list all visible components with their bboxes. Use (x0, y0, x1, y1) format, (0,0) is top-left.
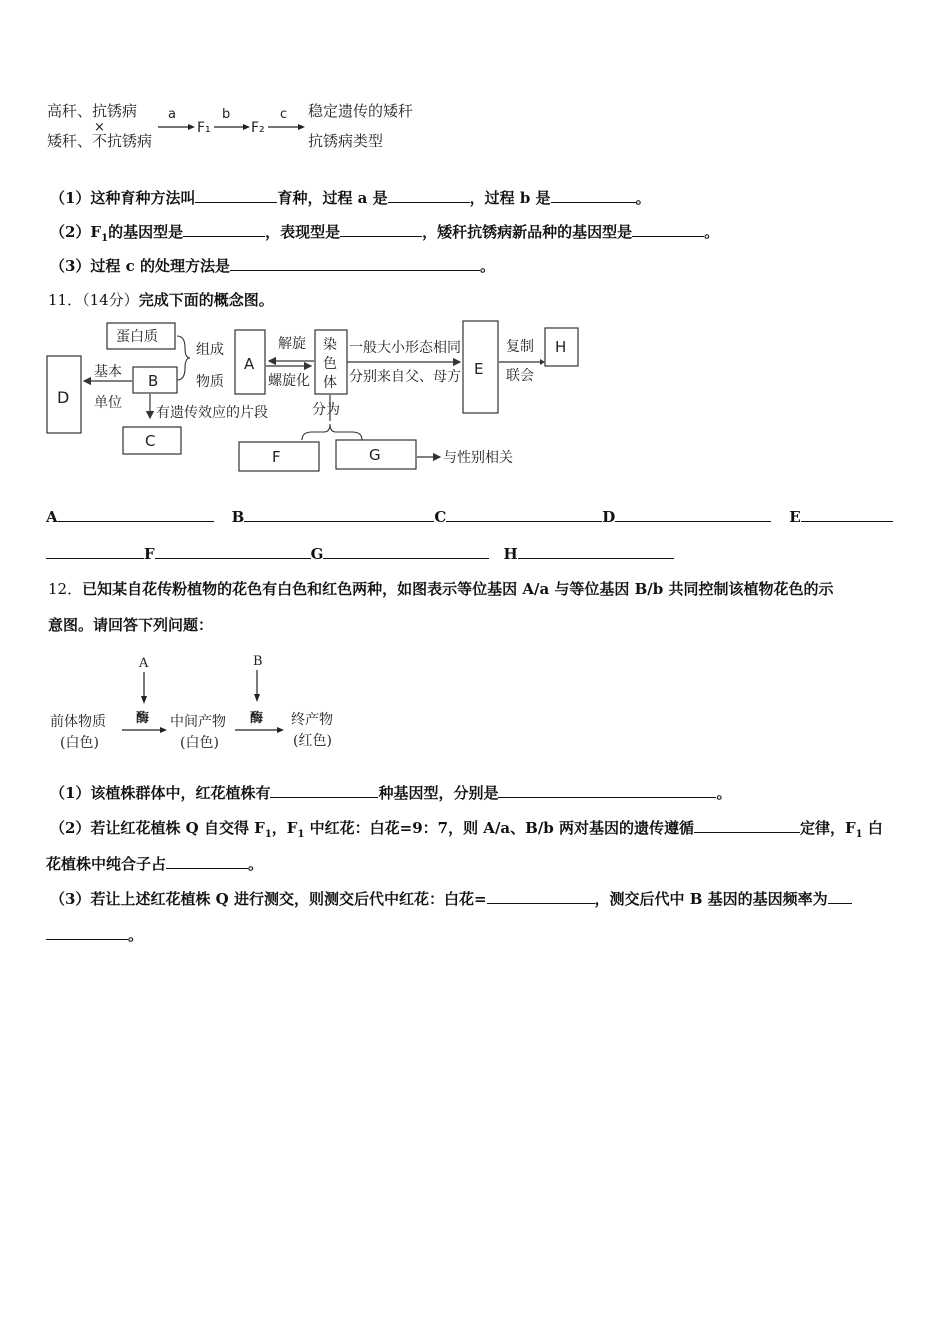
answer-blank[interactable] (498, 783, 716, 798)
chromosome-char-3: 体 (323, 375, 337, 391)
answer-blank[interactable] (230, 256, 480, 271)
q11-answers-row2 (46, 544, 674, 563)
q12-s1-b: 种基因型，分别是 (378, 784, 499, 802)
q10-sub3 (50, 255, 495, 276)
answer-label-F: F (144, 545, 155, 563)
answer-blank[interactable] (340, 222, 422, 237)
answer-blank-G[interactable] (323, 544, 489, 559)
q12-s2-b: ，F (271, 819, 298, 837)
q10-s2-a: （2）F (50, 223, 102, 241)
same-shape-label: 一般大小形态相同 (349, 340, 461, 356)
answer-blank[interactable] (551, 188, 636, 203)
answer-blank[interactable] (828, 889, 852, 904)
answer-blank[interactable] (487, 889, 595, 904)
answer-blank[interactable] (270, 783, 378, 798)
spiral-label: 螺旋化 (268, 373, 310, 389)
label-C: C (145, 432, 156, 450)
q11-stem (48, 289, 274, 310)
q11-answers-row1 (46, 507, 893, 526)
precursor-color: (白色) (60, 735, 99, 751)
enzyme-2-label: 酶 (250, 711, 264, 726)
compose-label-2: 物质 (196, 374, 224, 390)
q12-s3-c: 。 (128, 926, 144, 944)
q12-s1-c: 。 (716, 784, 732, 802)
concept-map-diagram (40, 318, 540, 476)
answer-blank-A[interactable] (58, 507, 214, 522)
answer-blank-cont[interactable] (46, 925, 128, 940)
answer-blank[interactable] (388, 188, 470, 203)
q11-text: 完成下面的概念图。 (138, 291, 274, 309)
q10-s3-b: 。 (480, 257, 496, 275)
q12-intro-c: 共同控制该植物花色的示 (663, 580, 834, 598)
q10-s2-d: ，矮秆抗锈病新品种的基因型是 (422, 223, 633, 241)
q10-s2-b: 的基因型是 (108, 223, 184, 241)
arrow-a-head (188, 124, 195, 130)
gene-B-arrow-head (254, 694, 260, 702)
arrow-b-head (243, 124, 250, 130)
compose-brace (177, 336, 190, 380)
q12-s2-sub2: 1 (297, 829, 305, 840)
chromosome-char-1: 染 (323, 337, 337, 353)
breeding-scheme-figure (40, 96, 460, 158)
answer-blank[interactable] (166, 854, 248, 869)
q12-s2-sub1: 1 (264, 829, 272, 840)
q12-s2-c: 中红花：白花=9：7，则 A/a、B/b 两对基因的遗传遵循 (304, 819, 695, 837)
f2-label: F₂ (251, 120, 265, 136)
answer-blank-F[interactable] (155, 544, 311, 559)
cross-symbol: × (94, 120, 105, 135)
q12-sub2-line2 (46, 853, 263, 874)
result-line2: 抗锈病类型 (308, 132, 384, 150)
answer-label-G: G (310, 545, 324, 563)
q12-number: 12． (48, 580, 83, 598)
arrow-c-head (298, 124, 305, 130)
q12-s2-sub3: 1 (855, 829, 863, 840)
q12-sub1 (50, 782, 731, 803)
result-line1: 稳定遗传的矮秆 (308, 102, 414, 120)
answer-blank-E[interactable] (801, 507, 893, 522)
q12-sub3-line1 (50, 888, 852, 909)
answer-blank-D[interactable] (615, 507, 771, 522)
precursor-label: 前体物质 (50, 714, 106, 730)
answer-label-E: E (789, 508, 801, 526)
label-F: F (272, 448, 281, 466)
q11-score: （14分） (82, 291, 139, 309)
intermediate-color: (白色) (180, 735, 219, 751)
q10-sub1 (50, 187, 651, 208)
label-E: E (474, 360, 484, 378)
answer-blank[interactable] (694, 818, 800, 833)
final-color: (红色) (293, 733, 332, 749)
pathway-figure (44, 650, 354, 755)
answer-label-H: H (503, 545, 518, 563)
answer-label-A: A (46, 508, 58, 526)
gene-B-label: B (253, 654, 263, 669)
divide-brace (302, 424, 362, 440)
f1-label: F₁ (197, 120, 211, 136)
label-G: G (369, 446, 381, 464)
q10-s1-c: ，过程 b 是 (469, 189, 551, 207)
sex-related-label: 与性别相关 (443, 450, 513, 466)
q12-sub2-line1 (50, 817, 883, 840)
compose-label-1: 组成 (196, 342, 224, 358)
from-parents-label: 分别来自父、母方 (349, 369, 461, 385)
gene-A-arrow-head (141, 696, 147, 704)
q11-number: 11． (48, 291, 83, 309)
answer-blank-C[interactable] (446, 507, 602, 522)
q12-s3-a: （3）若让上述红花植株 Q 进行测交，则测交后代中红花：白花= (50, 890, 487, 908)
label-D: D (57, 388, 70, 407)
answer-blank-B[interactable] (244, 507, 434, 522)
arrow-to-H-head (540, 359, 545, 365)
synapsis-label: 联会 (506, 368, 534, 384)
basic-label-1: 基本 (94, 364, 122, 380)
arrow-c-label: c (280, 107, 288, 122)
answer-label-B: B (231, 508, 245, 526)
q12-s2-line2-a: 花植株中纯合子占 (46, 855, 167, 873)
intermediate-label: 中间产物 (170, 714, 226, 730)
answer-label-D: D (602, 508, 616, 526)
q12-gene-b: B/b (634, 580, 664, 598)
divide-label: 分为 (312, 402, 340, 418)
q12-intro-a: 已知某自花传粉植物的花色有白色和红色两种，如图表示等位基因 (82, 580, 523, 598)
answer-blank[interactable] (195, 188, 277, 203)
unwind-label: 解旋 (278, 336, 306, 352)
q10-s1-a: （1）这种育种方法叫 (50, 189, 196, 207)
chromosome-char-2: 色 (323, 356, 337, 372)
enzyme-2-arrow-head (277, 727, 284, 733)
enzyme-1-arrow-head (160, 727, 167, 733)
q10-s1-b: 育种，过程 a 是 (277, 189, 388, 207)
label-H: H (555, 338, 567, 356)
genetic-segment-label: 有遗传效应的片段 (156, 405, 268, 421)
arrow-b-label: b (222, 107, 231, 122)
answer-blank-H[interactable] (518, 544, 674, 559)
protein-label: 蛋白质 (116, 329, 158, 345)
q10-s2-c: ，表现型是 (265, 223, 341, 241)
q10-s2-e: 。 (704, 223, 720, 241)
q12-sub3-line2 (46, 924, 143, 945)
q10-s1-d: 。 (635, 189, 651, 207)
q10-s2-sub: 1 (101, 233, 109, 244)
q12-stem-line1 (48, 578, 834, 599)
q12-s3-b: ，测交后代中 B 基因的基因频率为 (594, 890, 828, 908)
answer-label-C: C (434, 508, 447, 526)
q12-s2-a: （2）若让红花植株 Q 自交得 F (50, 819, 265, 837)
concept-map-H (540, 320, 585, 370)
answer-blank-E-cont[interactable] (46, 544, 144, 559)
q12-stem-line2: 意图。请回答下列问题： (48, 616, 214, 634)
q10-sub2 (50, 221, 719, 244)
basic-label-2: 单位 (94, 395, 122, 411)
replicate-label: 复制 (506, 339, 534, 355)
q12-s2-d: 定律，F (800, 819, 856, 837)
parent-1-text: 高秆、抗锈病 (47, 102, 138, 120)
parent-2-text: 矮秆、不抗锈病 (47, 132, 153, 150)
enzyme-1-label: 酶 (136, 711, 150, 726)
answer-blank[interactable] (183, 222, 265, 237)
final-label: 终产物 (291, 712, 333, 728)
q12-gene-a: A/a (522, 580, 550, 598)
q12-intro-b: 与等位基因 (549, 580, 635, 598)
q12-s1-a: （1）该植株群体中，红花植株有 (50, 784, 271, 802)
label-A: A (244, 355, 255, 373)
q12-s2-e: 白 (862, 819, 883, 837)
arrow-a-label: a (168, 107, 176, 122)
answer-blank[interactable] (632, 222, 704, 237)
q10-s3-a: （3）过程 c 的处理方法是 (50, 257, 231, 275)
gene-A-label: A (139, 656, 149, 671)
q12-s2-line2-b: 。 (248, 855, 264, 873)
label-B: B (148, 372, 159, 390)
